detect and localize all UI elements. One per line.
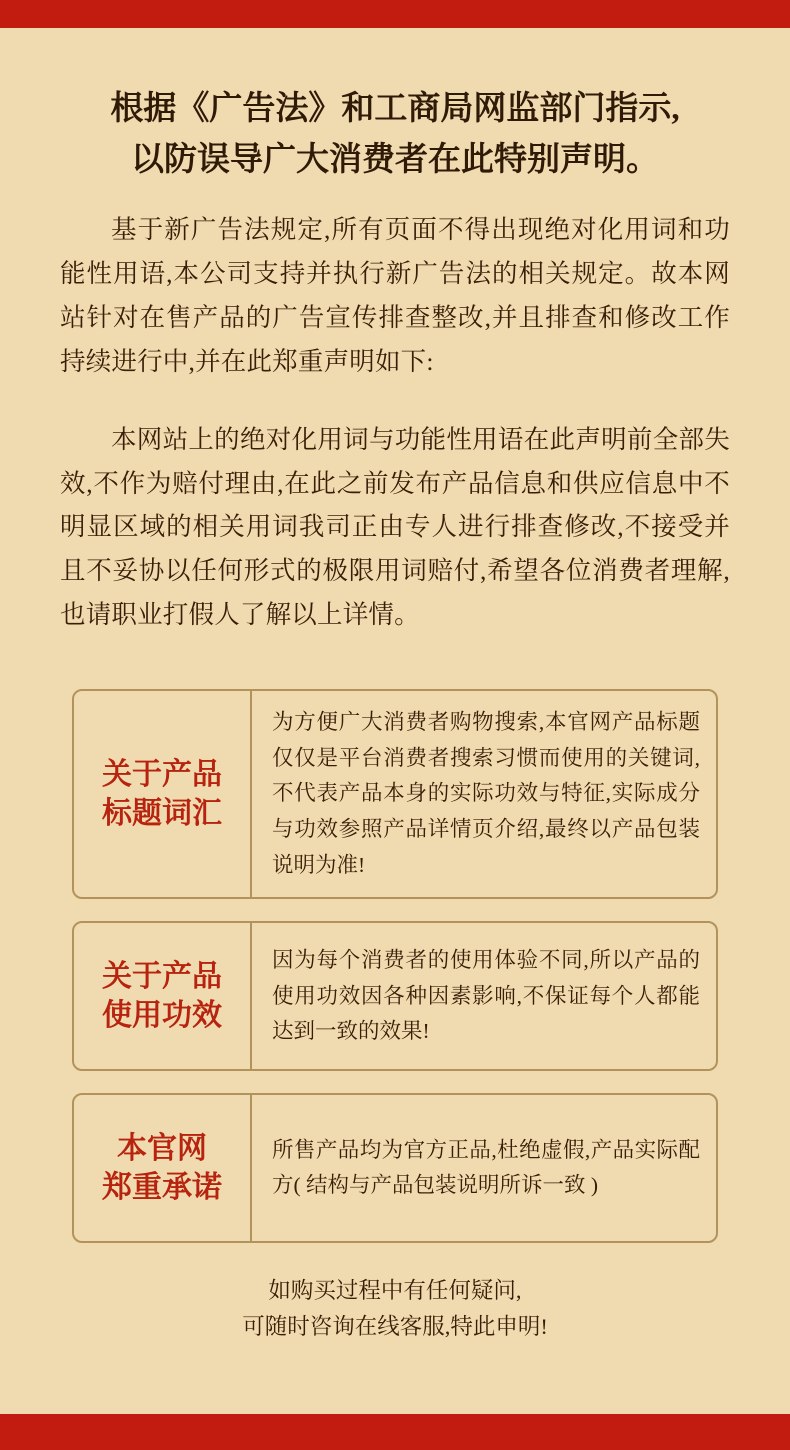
card-body-text: 为方便广大消费者购物搜索,本官网产品标题仅仅是平台消费者搜索习惯而使用的关键词,不代表产品本身的实际功效与特征,实际成分与功效参照产品详情页介绍,最终以产品包装说明为准!: [272, 710, 700, 877]
card-official-promise: [72, 1093, 718, 1243]
card-title-line-2: 标题词汇: [102, 797, 222, 831]
page-title-line-2: 以防误导广大消费者在此特别声明。: [131, 142, 659, 179]
statement-paragraph-2: 本网站上的绝对化用词与功能性用语在此声明前全部失效,不作为赔付理由,在此之前发布产品信息和供应信息中不明显区域的相关用词我司正由专人进行排查修改,不接受并且不妥协以任何形式的极限用词赔付,希望各位消费者理解,也请职业打假人了解以上详情。: [60, 424, 730, 630]
card-title-line-1: 本官网: [117, 1132, 207, 1166]
footer-note-line-1: 如购买过程中有任何疑问,: [268, 1278, 522, 1304]
statement-panel: [0, 28, 790, 1414]
card-product-efficacy: [72, 921, 718, 1071]
card-title: [74, 1095, 252, 1241]
card-title-line-2: 郑重承诺: [102, 1171, 222, 1205]
card-title-line-1: 关于产品: [102, 758, 222, 792]
statement-cards: [72, 689, 718, 1243]
page-title: [58, 84, 732, 186]
card-title-line-2: 使用功效: [102, 999, 222, 1033]
card-body-text: 因为每个消费者的使用体验不同,所以产品的使用功效因各种因素影响,不保证每个人都能达到一致的效果!: [272, 947, 700, 1044]
footer-note-line-2: 可随时咨询在线客服,特此申明!: [242, 1314, 548, 1340]
card-product-title-terms: [72, 689, 718, 899]
footer-note: [58, 1273, 732, 1345]
card-title: [74, 923, 252, 1069]
card-title: [74, 691, 252, 897]
card-title-line-1: 关于产品: [102, 960, 222, 994]
statement-paragraph-1: 基于新广告法规定,所有页面不得出现绝对化用词和功能性用语,本公司支持并执行新广告法的相关规定。故本网站针对在售产品的广告宣传排查整改,并且排查和修改工作持续进行中,并在此郑重声明如下:: [60, 215, 730, 376]
page-title-line-1: 根据《广告法》和工商局网监部门指示,: [110, 91, 680, 127]
card-body-text: 所售产品均为官方正品,杜绝虚假,产品实际配方( 结构与产品包装说明所诉一致 ): [272, 1137, 700, 1198]
